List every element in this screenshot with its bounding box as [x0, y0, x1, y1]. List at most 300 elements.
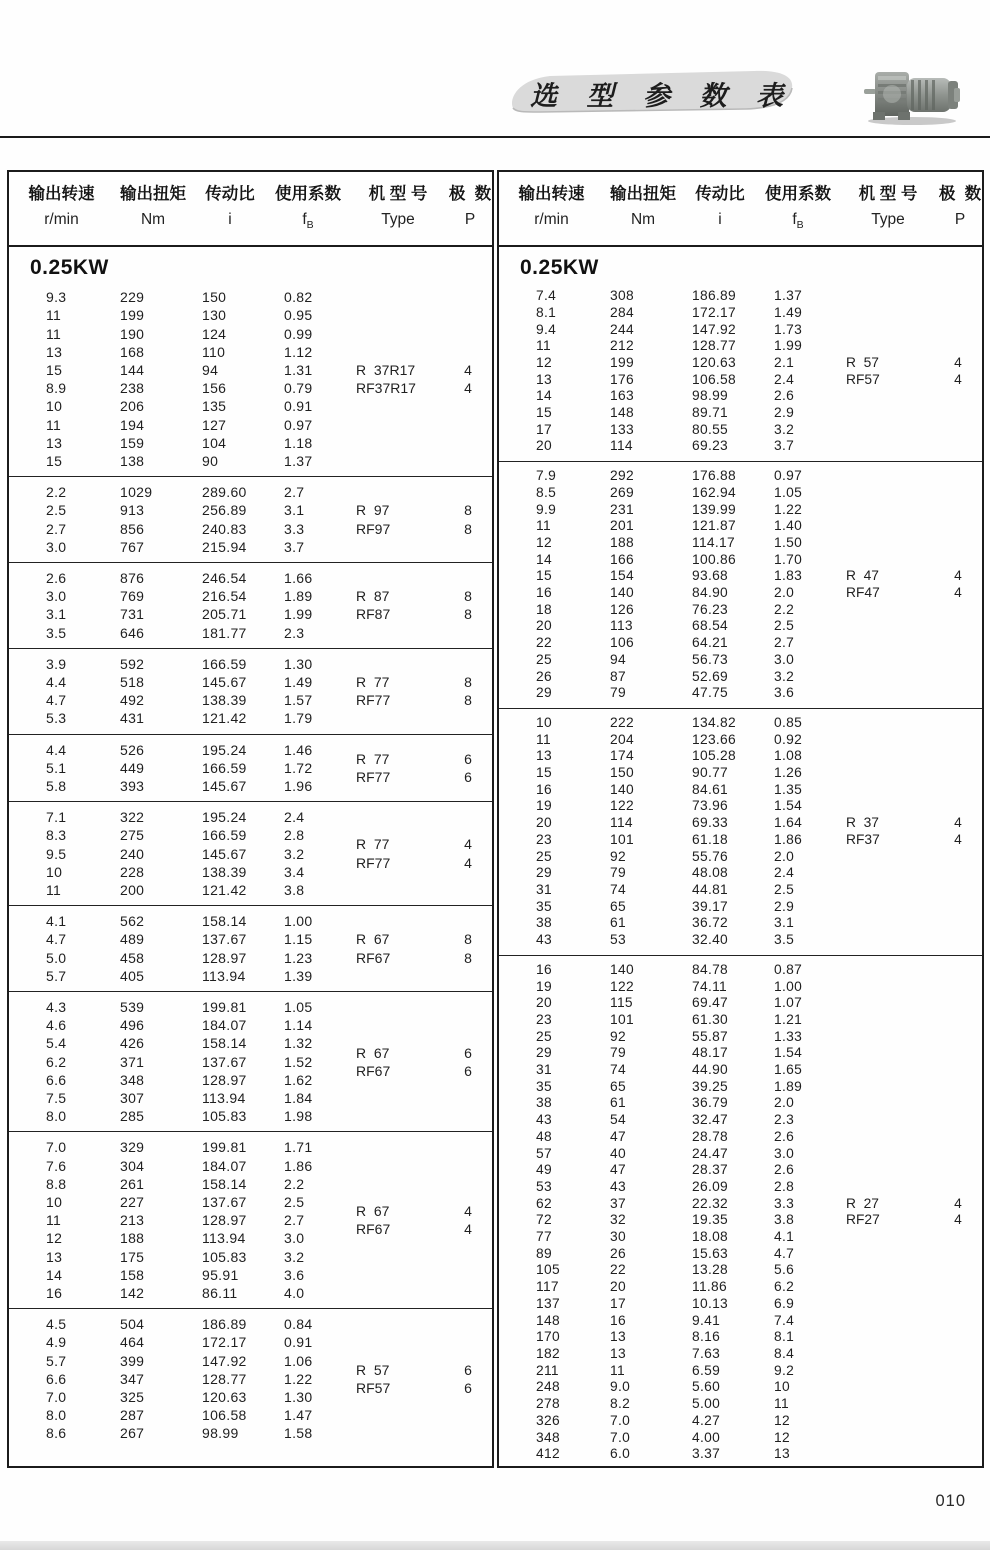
table-row [499, 305, 846, 322]
cell-value: 92 [610, 1028, 626, 1044]
group-inner [9, 569, 492, 642]
cell-value: 77 [536, 1229, 552, 1245]
cell-value: 26 [610, 1245, 626, 1261]
pole-count: 4 [954, 354, 962, 370]
cell-value: 17 [536, 421, 552, 437]
rating-group [9, 1131, 492, 1308]
rating-group [499, 708, 982, 955]
type-column [356, 930, 492, 966]
table-row [499, 1413, 846, 1430]
cell-value: 1.64 [774, 815, 803, 831]
cell-value: 322 [120, 809, 145, 826]
column-label: 机 型 号 [858, 185, 918, 203]
cell-value: 7.4 [774, 1312, 795, 1328]
cell-value: 69.23 [692, 438, 729, 454]
cell-value: 11 [46, 307, 62, 324]
type-column [356, 361, 492, 397]
cell-value: 539 [120, 999, 145, 1015]
cell-value: 48 [536, 1128, 552, 1144]
cell-value: 64.21 [692, 635, 729, 651]
cell-value: 0.91 [284, 1334, 313, 1351]
cell-value: 348 [120, 1071, 145, 1088]
type-row [356, 1202, 492, 1220]
cell-value: 176.88 [692, 468, 736, 484]
type-row [356, 605, 492, 623]
cell-value: 79 [610, 865, 626, 881]
cell-value: 856 [120, 520, 145, 537]
cell-value: 137.67 [202, 931, 247, 948]
rating-group [9, 282, 492, 476]
cell-value: 11 [536, 731, 551, 747]
cell-value: 94 [202, 361, 219, 378]
cell-value: 9.4 [536, 321, 557, 337]
cell-value: 9.2 [774, 1362, 795, 1378]
cell-value: 1.65 [774, 1062, 803, 1078]
cell-value: 16 [610, 1312, 626, 1328]
cell-value: 15.63 [692, 1245, 729, 1261]
group-inner [9, 1138, 492, 1302]
table-row [499, 932, 846, 949]
type-row [356, 1220, 492, 1238]
cell-value: 128.77 [202, 1370, 247, 1387]
cell-value: 95.91 [202, 1266, 239, 1283]
type-column [356, 1044, 492, 1080]
pole-count: 8 [464, 520, 472, 537]
table-row [499, 1229, 846, 1246]
table-row [499, 338, 846, 355]
cell-value: 244 [610, 321, 634, 337]
table-row [9, 1424, 356, 1442]
cell-value: 26.09 [692, 1178, 729, 1194]
type-designation: RF57 [356, 1379, 391, 1396]
table-row [499, 1095, 846, 1112]
cell-value: 3.1 [284, 502, 305, 519]
table-row [9, 1229, 356, 1247]
table-row [9, 1370, 356, 1388]
cell-value: 304 [120, 1157, 145, 1174]
pole-count: 8 [464, 588, 472, 605]
cell-value: 6.6 [46, 1370, 67, 1387]
cell-value: 11 [46, 325, 62, 342]
cell-value: 646 [120, 624, 145, 641]
cell-value: 84.61 [692, 781, 729, 797]
type-designation: RF27 [846, 1212, 880, 1228]
cell-value: 105.28 [692, 748, 736, 764]
cell-value: 8.6 [46, 1425, 67, 1442]
column-unit: i [228, 211, 232, 228]
table-row [499, 568, 846, 585]
cell-value: 142 [120, 1285, 145, 1302]
cell-value: 2.5 [774, 882, 795, 897]
cell-value: 292 [610, 468, 634, 484]
cell-value: 74 [610, 1062, 626, 1078]
cell-value: 11 [536, 518, 551, 534]
pole-count: 8 [464, 692, 472, 709]
cell-value: 5.7 [46, 1352, 67, 1369]
table-row [9, 1107, 356, 1125]
cell-value: 246.54 [202, 569, 247, 586]
cell-value: 2.7 [284, 1212, 305, 1229]
cell-value: 393 [120, 777, 145, 794]
cell-value: 3.37 [692, 1446, 721, 1462]
cell-value: 137.67 [202, 1194, 247, 1211]
cell-value: 278 [536, 1396, 560, 1412]
page-title: 选 型 参 数 表 [530, 81, 795, 111]
unit-main: f [792, 211, 797, 228]
cell-value: 1.05 [774, 484, 803, 500]
cell-value: 15 [536, 568, 552, 584]
cell-value: 89 [536, 1245, 552, 1261]
cell-value: 144 [120, 361, 145, 378]
cell-value: 61 [610, 915, 626, 931]
cell-value: 158 [120, 1266, 145, 1283]
table-row [9, 881, 356, 899]
cell-value: 3.1 [46, 606, 67, 623]
cell-value: 8.1 [774, 1329, 795, 1345]
cell-value: 4.9 [46, 1334, 67, 1351]
cell-value: 79 [610, 1045, 626, 1061]
cell-value: 61.18 [692, 831, 729, 847]
cell-value: 130 [202, 307, 227, 324]
cell-value: 371 [120, 1053, 145, 1070]
cell-value: 13 [46, 434, 63, 451]
type-designation: R 77 [356, 750, 390, 767]
column-label: 机 型 号 [368, 185, 428, 203]
table-row [499, 899, 846, 916]
type-designation: RF37 [846, 831, 880, 847]
cell-value: 3.2 [774, 668, 795, 684]
table-row [9, 967, 356, 985]
table-row [9, 845, 356, 863]
cell-value: 113.94 [202, 1230, 246, 1247]
cell-value: 44.81 [692, 882, 729, 897]
cell-value: 2.6 [774, 388, 795, 404]
cell-value: 15 [536, 765, 552, 781]
numeric-rows [9, 569, 356, 642]
cell-value: 562 [120, 913, 145, 930]
table-row [499, 322, 846, 339]
cell-value: 140 [610, 961, 634, 977]
type-designation: RF77 [356, 692, 391, 709]
cell-value: 74 [610, 882, 626, 897]
cell-value: 238 [120, 380, 145, 397]
type-designation: RF57 [846, 371, 880, 387]
cell-value: 122 [610, 798, 634, 814]
cell-value: 39.17 [692, 898, 729, 914]
cell-value: 275 [120, 827, 145, 844]
cell-value: 29 [536, 1045, 552, 1061]
pole-count: 6 [464, 1062, 472, 1079]
cell-value: 92 [610, 848, 626, 864]
cell-value: 57 [536, 1145, 552, 1161]
table-row [499, 1262, 846, 1279]
pole-count: 6 [464, 1044, 472, 1061]
cell-value: 229 [120, 289, 145, 306]
table-row [9, 434, 356, 452]
cell-value: 79 [610, 685, 626, 701]
cell-value: 134.82 [692, 714, 736, 730]
cell-value: 13 [774, 1446, 790, 1462]
cell-value: 123.66 [692, 731, 736, 747]
pole-count: 4 [954, 815, 962, 831]
cell-value: 114 [610, 815, 633, 831]
cell-value: 3.5 [774, 932, 795, 948]
cell-value: 0.84 [284, 1316, 313, 1333]
cell-value: 405 [120, 967, 145, 984]
cell-value: 3.2 [284, 845, 305, 862]
table-row [499, 1296, 846, 1313]
cell-value: 47 [610, 1162, 626, 1178]
table-row [9, 808, 356, 826]
table-row [499, 1379, 846, 1396]
cell-value: 13 [46, 1248, 63, 1265]
cell-value: 4.7 [46, 931, 67, 948]
cell-value: 128.77 [692, 338, 736, 354]
column-unit: P [464, 211, 476, 228]
pole-count: 4 [954, 568, 962, 584]
type-designation: RF67 [356, 1221, 391, 1238]
cell-value: 211 [536, 1362, 559, 1378]
table-row [499, 518, 846, 535]
cell-value: 2.6 [774, 1162, 795, 1178]
table-row [499, 422, 846, 439]
cell-value: 84.90 [692, 585, 729, 601]
cell-value: 240 [120, 845, 145, 862]
pole-count: 4 [954, 831, 962, 847]
cell-value: 7.9 [536, 468, 557, 484]
cell-value: 4.3 [46, 999, 67, 1015]
cell-value: 25 [536, 848, 552, 864]
cell-value: 1.70 [774, 551, 803, 567]
cell-value: 16 [46, 1285, 63, 1302]
cell-value: 2.1 [774, 354, 795, 370]
table-row [499, 602, 846, 619]
cell-value: 5.6 [774, 1262, 795, 1278]
type-row [846, 372, 982, 389]
group-inner [9, 288, 492, 470]
table-row [9, 1211, 356, 1229]
header-units-row [499, 207, 982, 238]
table-row [499, 715, 846, 732]
cell-value: 190 [120, 325, 145, 342]
cell-value: 206 [120, 398, 145, 415]
cell-value: 431 [120, 710, 145, 727]
cell-value: 1.79 [284, 710, 313, 727]
table-row [9, 501, 356, 519]
cell-value: 1.47 [284, 1407, 313, 1424]
cell-value: 176 [610, 371, 634, 387]
table-row [499, 1029, 846, 1046]
cell-value: 68.54 [692, 618, 729, 634]
column-unit: Nm [140, 211, 166, 228]
cell-value: 0.79 [284, 380, 313, 397]
cell-value: 1.14 [284, 1017, 313, 1034]
type-designation: R 67 [356, 1203, 390, 1220]
cell-value: 228 [120, 863, 145, 880]
cell-value: 124 [202, 325, 227, 342]
type-row [356, 520, 492, 538]
pole-count: 4 [464, 854, 472, 871]
cell-value: 3.2 [774, 421, 795, 437]
cell-value: 1.89 [284, 588, 313, 605]
unit-sub: B [796, 219, 804, 232]
cell-value: 325 [120, 1389, 145, 1406]
table-row [499, 405, 846, 422]
cell-value: 120.63 [692, 354, 736, 370]
cell-value: 172.17 [692, 304, 736, 320]
table-row [9, 1333, 356, 1351]
unit-main: f [302, 211, 307, 228]
type-column [356, 501, 492, 537]
type-row [356, 501, 492, 519]
cell-value: 49 [536, 1162, 552, 1178]
cell-value: 18.08 [692, 1229, 729, 1245]
table-row [9, 1266, 356, 1284]
pole-count: 4 [464, 1203, 472, 1220]
cell-value: 1.83 [774, 568, 803, 584]
rating-group [9, 801, 492, 905]
cell-value: 504 [120, 1316, 145, 1333]
cell-value: 23 [536, 831, 552, 847]
table-row [499, 535, 846, 552]
cell-value: 12 [46, 1230, 63, 1247]
cell-value: 449 [120, 759, 145, 776]
cell-value: 184.07 [202, 1157, 247, 1174]
table-row [9, 655, 356, 673]
table-row [9, 1016, 356, 1034]
cell-value: 20 [536, 815, 552, 831]
rating-group [9, 991, 492, 1131]
table-row [9, 1388, 356, 1406]
cell-value: 80.55 [692, 421, 729, 437]
cell-value: 7.63 [692, 1345, 721, 1361]
column-unit: P [954, 211, 966, 228]
cell-value: 3.8 [774, 1212, 795, 1228]
cell-value: 113 [610, 618, 633, 634]
cell-value: 12 [774, 1429, 790, 1445]
table-row [9, 1315, 356, 1333]
rating-group [499, 282, 982, 461]
cell-value: 3.8 [284, 881, 305, 898]
cell-value: 10 [46, 1194, 63, 1211]
cell-value: 43 [536, 1112, 552, 1128]
cell-value: 767 [120, 538, 145, 555]
unit-sub: B [306, 219, 314, 232]
cell-value: 213 [120, 1212, 145, 1229]
cell-value: 2.3 [284, 624, 305, 641]
cell-value: 592 [120, 655, 145, 672]
cell-value: 166.59 [202, 759, 247, 776]
pole-count: 4 [954, 1212, 962, 1228]
column-unit: r/min [44, 211, 79, 228]
rating-group [499, 955, 982, 1466]
cell-value: 121.87 [692, 518, 736, 534]
rating-group [9, 562, 492, 648]
cell-value: 3.0 [46, 588, 67, 605]
group-inner [499, 715, 982, 949]
table-row [9, 1157, 356, 1175]
table-row [499, 685, 846, 702]
cell-value: 4.1 [774, 1229, 795, 1245]
cell-value: 120.63 [202, 1389, 247, 1406]
pole-count: 8 [464, 673, 472, 690]
type-row [356, 768, 492, 786]
cell-value: 11 [46, 1212, 62, 1229]
cell-value: 37 [610, 1195, 626, 1211]
cell-value: 127 [202, 416, 227, 433]
cell-value: 28.37 [692, 1162, 729, 1178]
cell-value: 1.08 [774, 748, 803, 764]
cell-value: 30 [610, 1229, 626, 1245]
pole-count: 8 [464, 949, 472, 966]
type-designation: R 77 [356, 836, 390, 853]
cell-value: 8.3 [46, 827, 67, 844]
type-designation: R 27 [846, 1195, 879, 1211]
cell-value: 1.99 [774, 338, 803, 354]
type-row [356, 750, 492, 768]
cell-value: 0.97 [774, 468, 803, 484]
cell-value: 163 [610, 388, 634, 404]
cell-value: 72 [536, 1212, 552, 1228]
table-row [499, 782, 846, 799]
cell-value: 145.67 [202, 845, 247, 862]
column-label: 使用系数 [275, 185, 341, 203]
cell-value: 2.8 [284, 827, 305, 844]
cell-value: 1.06 [284, 1352, 313, 1369]
column-unit: r/min [534, 211, 569, 228]
cell-value: 8.0 [46, 1407, 67, 1424]
pole-count: 4 [954, 371, 962, 387]
cell-value: 62 [536, 1195, 552, 1211]
type-designation: R 67 [356, 931, 390, 948]
cell-value: 14 [536, 388, 552, 404]
type-column [846, 1196, 982, 1229]
cell-value: 186.89 [692, 288, 736, 304]
cell-value: 20 [536, 995, 552, 1011]
cell-value: 8.8 [46, 1175, 67, 1192]
cell-value: 19.35 [692, 1212, 729, 1228]
cell-value: 11 [46, 881, 62, 898]
cell-value: 5.60 [692, 1379, 721, 1395]
table-row [9, 1352, 356, 1370]
page-edge [0, 1541, 990, 1550]
cell-value: 150 [610, 765, 634, 781]
cell-value: 4.7 [46, 692, 67, 709]
cell-value: 7.5 [46, 1090, 67, 1107]
cell-value: 15 [46, 452, 63, 469]
cell-value: 147.92 [692, 321, 736, 337]
numeric-rows [9, 655, 356, 728]
type-designation: RF37R17 [356, 380, 416, 397]
cell-value: 126 [610, 601, 634, 617]
cell-value: 2.2 [46, 484, 67, 501]
table-row [9, 325, 356, 343]
cell-value: 105 [536, 1262, 560, 1278]
numeric-rows [9, 912, 356, 985]
cell-value: 231 [610, 501, 634, 517]
table-row [9, 949, 356, 967]
table-row [499, 485, 846, 502]
cell-value: 94 [610, 651, 626, 667]
cell-value: 47 [610, 1128, 626, 1144]
pole-count: 4 [464, 361, 472, 378]
cell-value: 1.26 [774, 765, 803, 781]
cell-value: 3.2 [284, 1248, 305, 1265]
cell-value: 43 [536, 932, 552, 948]
cell-value: 38 [536, 1095, 552, 1111]
cell-value: 36.72 [692, 915, 729, 931]
cell-value: 113.94 [202, 967, 246, 984]
